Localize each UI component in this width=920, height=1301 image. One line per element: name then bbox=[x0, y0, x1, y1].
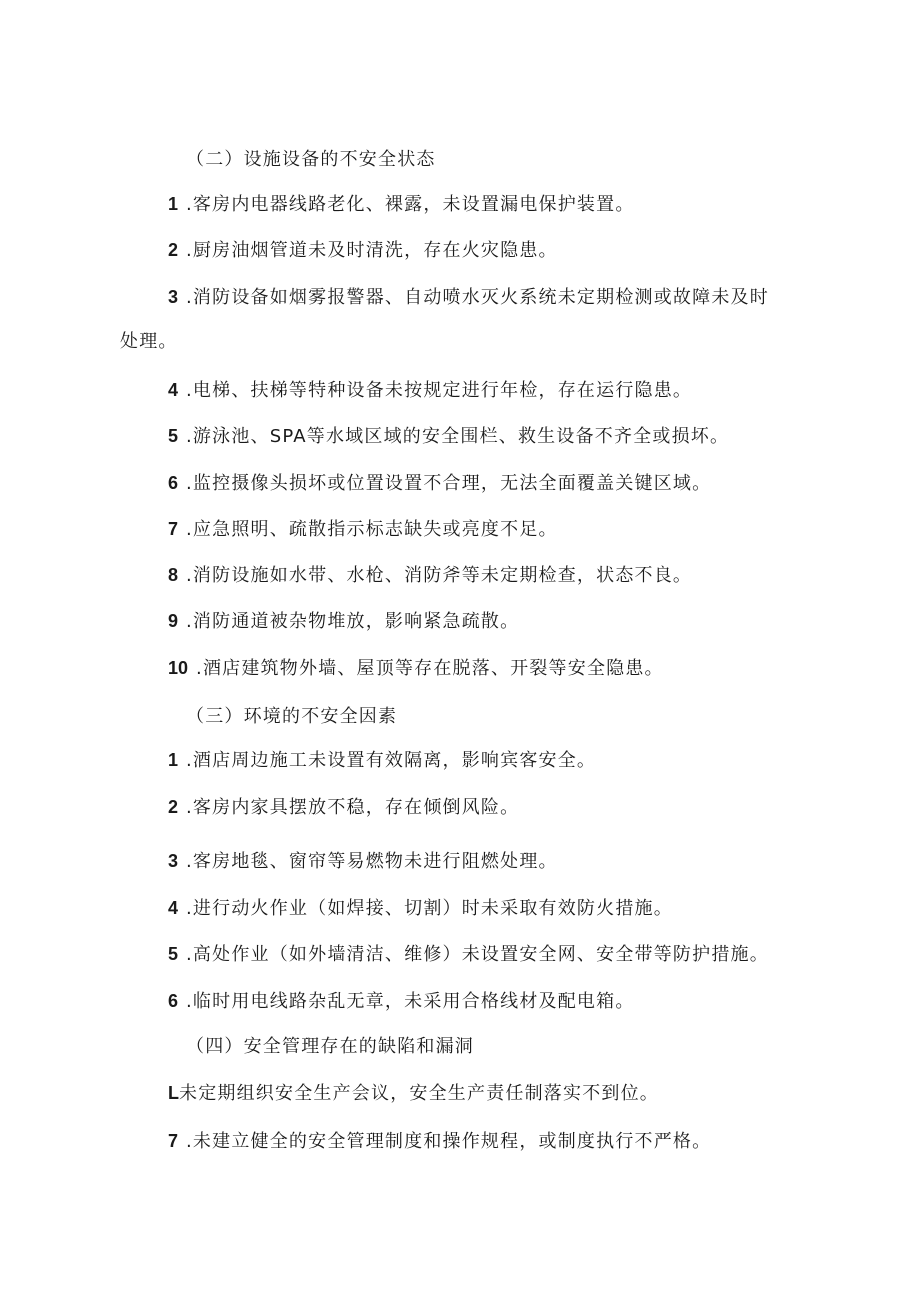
item-number: 5 bbox=[168, 944, 179, 964]
item-number: 7 bbox=[168, 519, 179, 539]
item-number: 1 bbox=[168, 750, 179, 770]
list-item bbox=[168, 656, 664, 681]
section-heading-3: （三）环境的不安全因素 bbox=[186, 706, 398, 727]
list-item bbox=[168, 1129, 711, 1154]
item-text: .游泳池、SPA等水域区域的安全围栏、救生设备不齐全或损坏。 bbox=[186, 426, 730, 447]
list-item bbox=[168, 795, 519, 820]
item-text: .酒店周边施工未设置有效隔离，影响宾客安全。 bbox=[186, 750, 597, 771]
item-number: 5 bbox=[168, 426, 179, 446]
list-item bbox=[168, 748, 596, 773]
item-text: .监控摄像头损坏或位置设置不合理，无法全面覆盖关键区域。 bbox=[186, 473, 712, 494]
list-item bbox=[168, 285, 769, 310]
item-text: .消防通道被杂物堆放，影响紧急疏散。 bbox=[186, 611, 520, 632]
list-item bbox=[168, 517, 558, 542]
item-number: 4 bbox=[168, 380, 179, 400]
item-text: .客房内电器线路老化、裸露，未设置漏电保护装置。 bbox=[186, 194, 635, 215]
item-text: .未建立健全的安全管理制度和操作规程，或制度执行不严格。 bbox=[186, 1131, 712, 1152]
item-number: L bbox=[168, 1083, 179, 1103]
item-text: .进行动火作业（如焊接、切割）时未采取有效防火措施。 bbox=[186, 898, 673, 919]
item-number: 10 bbox=[168, 658, 189, 678]
list-item bbox=[168, 609, 519, 634]
list-item bbox=[168, 849, 558, 874]
item-text: .客房内家具摆放不稳，存在倾倒风险。 bbox=[186, 797, 520, 818]
item-text: .厨房油烟管道未及时清洗，存在火灾隐患。 bbox=[186, 240, 558, 261]
item-text: .客房地毯、窗帘等易燃物未进行阻燃处理。 bbox=[186, 851, 558, 872]
list-item bbox=[168, 989, 635, 1014]
item-text: .电梯、扶梯等特种设备未按规定进行年检，存在运行隐患。 bbox=[186, 380, 693, 401]
item-text: 未定期组织安全生产会议，安全生产责任制落实不到位。 bbox=[179, 1083, 659, 1104]
item-number: 3 bbox=[168, 287, 179, 307]
item-text: .消防设备如烟雾报警器、自动喷水灭火系统未定期检测或故障未及时 bbox=[186, 287, 769, 308]
item-number: 6 bbox=[168, 473, 179, 493]
list-item bbox=[168, 378, 692, 403]
item-number: 1 bbox=[168, 194, 179, 214]
item-number: 7 bbox=[168, 1131, 179, 1151]
section-heading-2: （二）设施设备的不安全状态 bbox=[186, 149, 436, 170]
section-heading-4: （四）安全管理存在的缺陷和漏洞 bbox=[186, 1036, 474, 1057]
item-number: 3 bbox=[168, 851, 179, 871]
list-item bbox=[168, 563, 692, 588]
item-number: 6 bbox=[168, 991, 179, 1011]
item-number: 2 bbox=[168, 797, 179, 817]
item-text: .应急照明、疏散指示标志缺失或亮度不足。 bbox=[186, 519, 558, 540]
item-number: 2 bbox=[168, 240, 179, 260]
item-text: .酒店建筑物外墙、屋顶等存在脱落、开裂等安全隐患。 bbox=[196, 658, 664, 679]
item-text: .消防设施如水带、水枪、消防斧等未定期检查，状态不良。 bbox=[186, 565, 693, 586]
list-item bbox=[168, 471, 711, 496]
item-text: .高处作业（如外墙清洁、维修）未设置安全网、安全带等防护措施。 bbox=[186, 944, 769, 965]
list-item bbox=[168, 942, 769, 967]
item-text: .临时用电线路杂乱无章，未采用合格线材及配电箱。 bbox=[186, 991, 635, 1012]
list-item bbox=[168, 238, 558, 263]
list-item bbox=[168, 1081, 659, 1106]
item-number: 9 bbox=[168, 611, 179, 631]
item-continuation: 处理。 bbox=[120, 331, 178, 352]
list-item bbox=[168, 192, 635, 217]
list-item bbox=[168, 896, 673, 921]
item-number: 8 bbox=[168, 565, 179, 585]
item-number: 4 bbox=[168, 898, 179, 918]
list-item bbox=[168, 424, 729, 449]
